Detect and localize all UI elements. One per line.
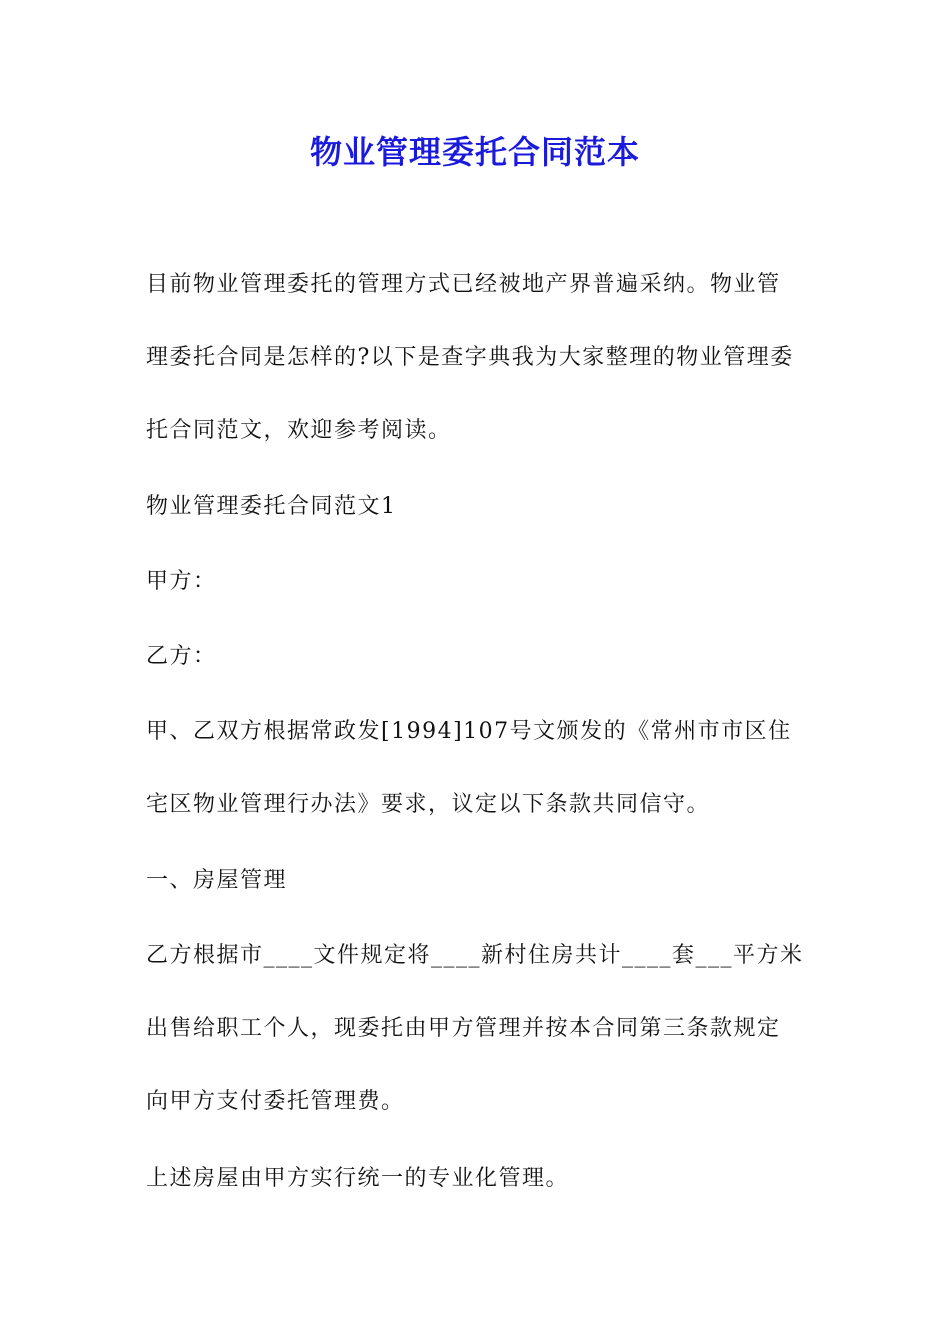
document-title: 物业管理委托合同范本: [309, 133, 640, 171]
text-line: 乙方：: [146, 644, 217, 669]
text-line: 甲方：: [146, 569, 217, 594]
party-a-line: [146, 562, 816, 635]
intro-paragraph: [146, 265, 816, 484]
housing-clause-paragraph: [146, 936, 816, 1155]
text-line: 宅区物业管理行办法》要求，议定以下条款共同信守。: [146, 792, 711, 817]
text-line: 甲、乙双方根据常政发[1994]107号文颁发的《常州市市区住: [146, 719, 792, 744]
text-line: 一、房屋管理: [146, 868, 288, 893]
text-line: 托合同范文，欢迎参考阅读。: [146, 418, 452, 443]
unified-management-paragraph: [146, 1159, 816, 1232]
party-b-line: [146, 637, 816, 710]
clause-heading-housing: [146, 861, 816, 934]
text-line: 乙方根据市____文件规定将____新村住房共计____套___平方米: [146, 943, 804, 968]
text-line: 上述房屋由甲方实行统一的专业化管理。: [146, 1166, 570, 1191]
section-heading-sample-1: [146, 487, 816, 560]
text-line: 向甲方支付委托管理费。: [146, 1089, 405, 1114]
text-line: 物业管理委托合同范文1: [146, 494, 397, 519]
text-line: 理委托合同是怎样的?以下是查字典我为大家整理的物业管理委: [146, 345, 794, 370]
text-line: 出售给职工个人，现委托由甲方管理并按本合同第三条款规定: [146, 1016, 781, 1041]
text-line: 目前物业管理委托的管理方式已经被地产界普遍采纳。物业管: [146, 272, 781, 297]
agreement-basis-paragraph: [146, 712, 816, 858]
